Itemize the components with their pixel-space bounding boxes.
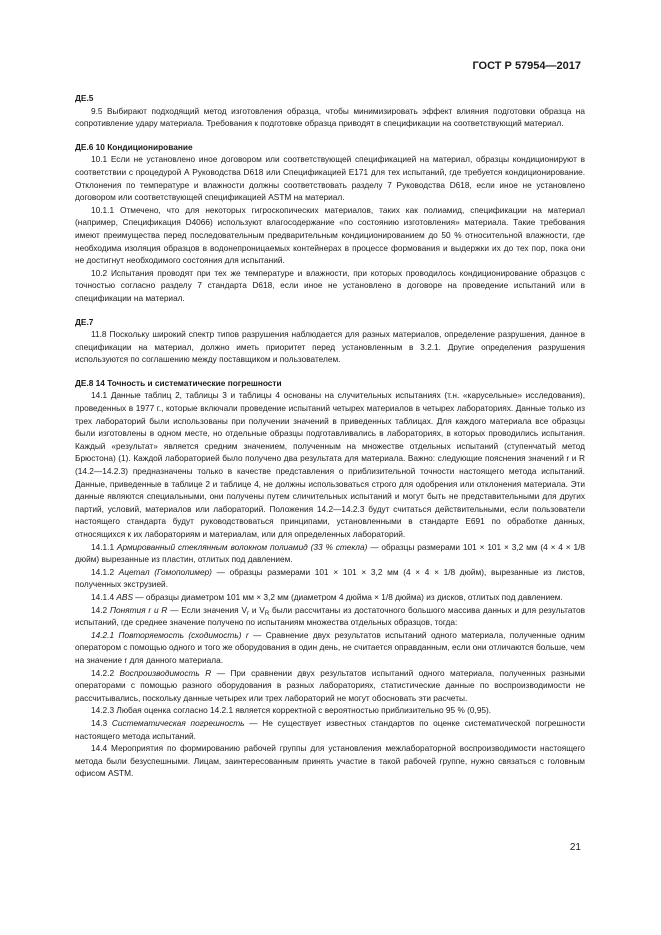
paragraph-14-3: 14.3 Систематическая погрешность — Не существует известных стандартов по оценке систематической погрешности настоящего метода испытаний. [75, 717, 585, 741]
section-title-de8: ДЕ.8 14 Точность и систематические погрешности [75, 377, 282, 388]
section-title-de5: ДЕ.5 [75, 93, 94, 103]
paragraph-14-1: 14.1 Данные таблиц 2, таблицы 3 и таблицы 4 основаны на случительных испытаниях (т.н. «карусельные» исследования), проведенных в 1977 г., которые включали проведение испытаний четырех материалов в четырех лабораториях. Данные только из трех лабораторий были использованы при получении значений в приведенных таблицах. Для каждого материала все образцы были изготовлены в одном месте, но отдельные образцы подготавливались в лабораториях, в которых проводились испытания. Каждый «результат» является средним значением, полученным на множестве отдельных испытаний (ступенчатый метод Брюстона) (1). Каждой лабораторией было получено два результата для материала. Важно: следующие пояснения значений r и R (14.2—14.2.3) предназначены только в качестве представления о приблизительной точности настоящего метода испытаний. Данные, приведенные в таблице 2 и таблице 4, не должны использоваться строго для одобрения или отклонения материала. Эти данные являются специальными, они получены путем сличительных испытаний и могут быть не представительными для других партий, условий, материалов или лабораторий. Положения 14.2—14.2.3 будут считаться действительными, если пользователи настоящего стандарта будут руководствоваться принципами, установленными в стандарте Е691 по обработке данных, относящихся к их лабораториям и материалам, или для определенных лабораторий. [75, 390, 585, 539]
paragraph-14-1-2: 14.1.2 Ацетал (Гомополимер) — образцы размерами 101 × 101 × 3,2 мм (4 × 4 × 1/8 дюйм), вырезанные из листов, полученных экструзией. [75, 566, 585, 590]
paragraph-14-1-4: 14.1.4 ABS — образцы диаметром 101 мм × 3,2 мм (диаметром 4 дюйма × 1/8 дюйма) из дисков, отлитых под давлением. [91, 591, 563, 602]
section-title-de6: ДЕ.6 10 Кондиционирование [75, 141, 193, 152]
paragraph-10-2: 10.2 Испытания проводят при тех же температуре и влажности, при которых проводилось кондиционирование образцов с точностью согласно разделу 7 стандарта D618, если иное не установлено в договоре на проведение испытаний или в спецификации на материал. [75, 267, 585, 303]
section-title-de7: ДЕ.7 [75, 316, 94, 327]
paragraph-14-2-2: 14.2.2 Воспроизводимость R — При сравнении двух результатов испытаний одного материала, полученных разными операторами с помощью разного оборудования в разных лабораториях, статистические данные по воспроизводимости не рассчитывались, поскольку данные четырех или трех лабораторий не могут обосновать эти расчеты. [75, 667, 585, 703]
paragraph-14-2: 14.2 Понятия r и R — Если значения $V_r$ и $V_R$ были рассчитаны из достаточного большого массива данных и для результатов испытаний, где среднее значение получено по испытаниям множества отдельных образцов, тогда: [75, 604, 585, 628]
document-header: ГОСТ Р 57954—2017 [472, 60, 581, 72]
paragraph-10-1: 10.1 Если не установлено иное договором или соответствующей спецификацией на материал, образцы кондиционируют в соответствии с процедурой А Руководства D618 или Спецификацией Е171 для тех испытаний, где требуется кондиционирование. Отклонения по температуре и влажности должны соответствовать разделу 7 Руководства D618, если иное не установлено договором или соответствующей спецификацией ASTM на материал. [75, 154, 585, 203]
document-body [75, 92, 585, 780]
paragraph-14-4: 14.4 Мероприятия по формированию рабочей группы для установления межлабораторной воспроизводимости настоящего метода были безуспешными. Лицам, заинтересованным принять участие в такой рабочей группе, нужно связаться с головным офисом ASTM. [75, 743, 585, 779]
page-number: 21 [569, 842, 581, 853]
paragraph-9-5: 9.5 Выбирают подходящий метод изготовления образца, чтобы минимизировать эффект влияния подготовки образца на сопротивление удару материала. Требования к подготовке образца приводят в спецификации на соответствующий материал. [75, 105, 585, 129]
paragraph-11-8: 11.8 Поскольку широкий спектр типов разрушения наблюдается для разных материалов, определение разрушения, данное в спецификации на материал, должно иметь приоритет перед установленным в 3.2.1. Другие определения разрушения используются по соглашению между поставщиком и пользователем. [75, 329, 585, 365]
paragraph-10-1-1: 10.1.1 Отмечено, что для некоторых гигроскопических материалов, таких как полиамид, спецификации на материал (например, Спецификация D4066) используют влагосодержание «по состоянию изготовления» материала. Такие требования имеют преимущества перед последовательным предварительным кондиционированием до 50 % относительной влажности, где необходима изоляция образцов в водонепроницаемых контейнерах в процессе формования и выдержки их до тех пор, пока они не достигнут необходимого состояния для испытаний. [75, 204, 585, 266]
paragraph-14-2-3: 14.2.3 Любая оценка согласно 14.2.1 является корректной с вероятностью приблизительно 95 % (0,95). [91, 705, 492, 716]
paragraph-14-1-1: 14.1.1 Армированный стеклянным волокном полиамид (33 % стекла) — образцы размерами 101 × 101 × 3,2 мм (4 × 4 × 1/8 дюйм) вырезанные из пластин, отлитых под давлением. [75, 541, 585, 565]
paragraph-14-2-1: 14.2.1 Повторяемость (сходимость) r — Сравнение двух результатов испытаний одного материала, полученные одним оператором с помощью одного и того же оборудования в один день, не считается оправданным, если они отличаются больше, чем на значение r для данного материала. [75, 629, 585, 665]
